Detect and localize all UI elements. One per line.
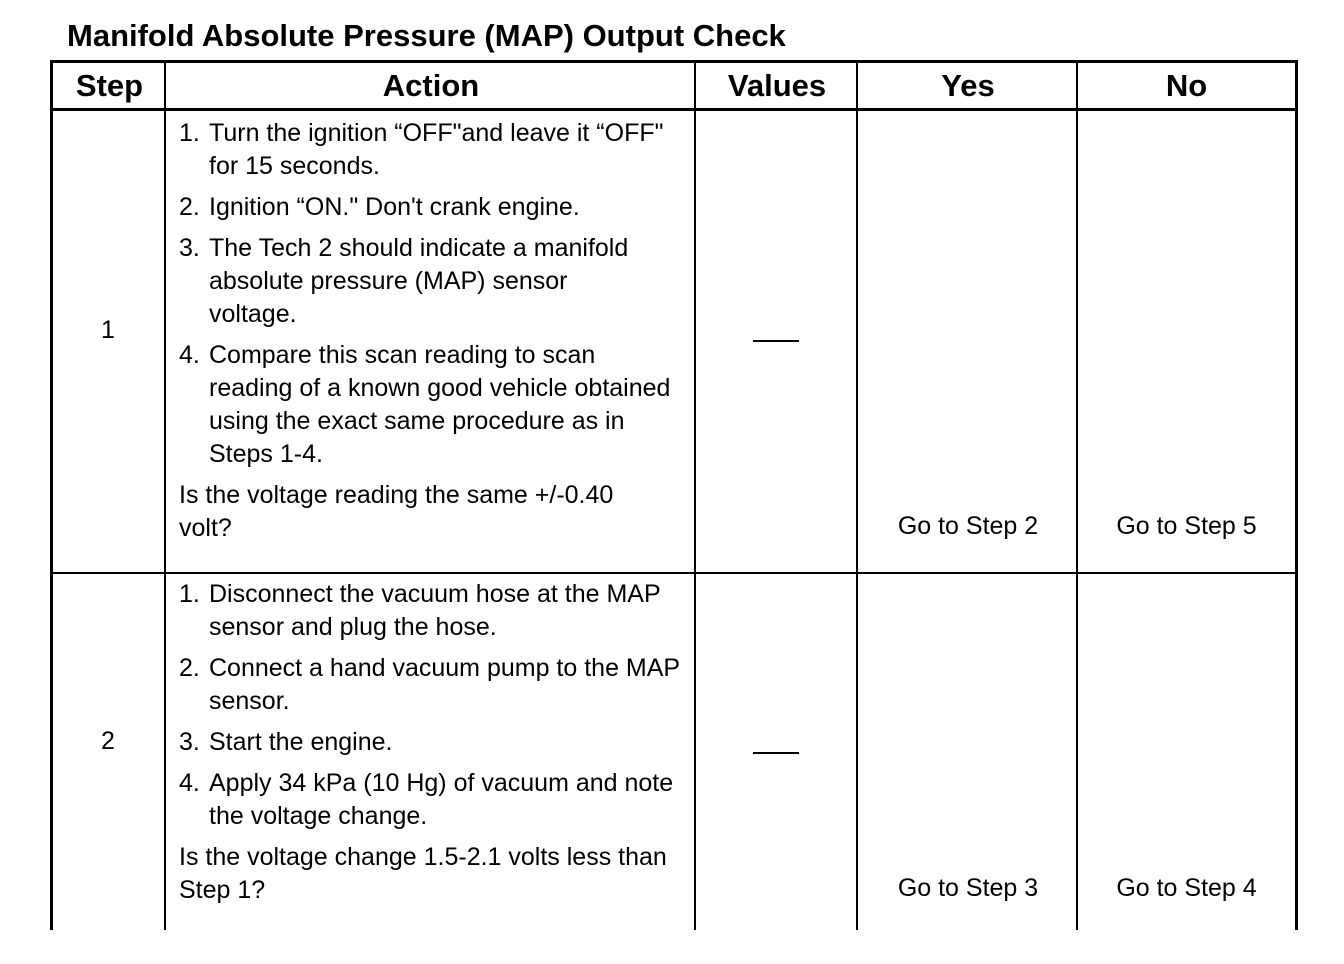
list-item bbox=[179, 652, 709, 718]
item-text: Disconnect the vacuum hose at the MAP sensor and plug the hose. bbox=[209, 580, 661, 641]
item-number: 2. bbox=[179, 654, 200, 682]
list-item bbox=[179, 339, 679, 471]
values-empty-dash bbox=[753, 752, 799, 754]
no-result: Go to Step 4 bbox=[1116, 874, 1257, 902]
question-text: Is the voltage change 1.5-2.1 volts less than Step 1? bbox=[179, 843, 667, 904]
row-divider bbox=[53, 572, 1295, 574]
column-divider bbox=[164, 63, 166, 930]
yes-result: Go to Step 3 bbox=[897, 874, 1039, 902]
item-number: 4. bbox=[179, 341, 200, 369]
list-item bbox=[179, 191, 679, 224]
header-action: Action bbox=[166, 63, 696, 111]
list-item bbox=[179, 578, 689, 644]
header-values: Values bbox=[696, 63, 858, 111]
column-divider bbox=[1076, 63, 1078, 930]
step-number: 1 bbox=[101, 316, 115, 344]
values-empty-dash bbox=[753, 340, 799, 342]
item-text: Connect a hand vacuum pump to the MAP sensor. bbox=[209, 654, 680, 715]
item-number: 2. bbox=[179, 193, 200, 221]
item-number: 3. bbox=[179, 728, 200, 756]
step-number: 2 bbox=[101, 727, 115, 755]
action-list bbox=[179, 578, 679, 833]
header-step: Step bbox=[53, 63, 166, 111]
list-item bbox=[179, 726, 679, 759]
column-divider bbox=[856, 63, 858, 930]
item-number: 1. bbox=[179, 119, 200, 147]
action-cell bbox=[179, 117, 679, 545]
item-number: 4. bbox=[179, 769, 200, 797]
page-title: Manifold Absolute Pressure (MAP) Output Check bbox=[67, 18, 786, 53]
item-number: 1. bbox=[179, 580, 200, 608]
item-text: Start the engine. bbox=[209, 728, 393, 756]
list-item bbox=[179, 117, 679, 183]
action-cell bbox=[179, 578, 679, 907]
item-text: The Tech 2 should indicate a manifold absolute pressure (MAP) sensor voltage. bbox=[209, 234, 629, 328]
item-text: Compare this scan reading to scan reading of a known good vehicle obtained using the exact same procedure as in Steps 1-4. bbox=[209, 341, 671, 468]
no-result: Go to Step 5 bbox=[1116, 512, 1257, 540]
action-list bbox=[179, 117, 679, 471]
diagnostic-table bbox=[50, 60, 1298, 930]
question-text: Is the voltage reading the same +/-0.40 volt? bbox=[179, 481, 614, 542]
yes-result: Go to Step 2 bbox=[897, 512, 1039, 540]
item-text: Ignition “ON." Don't crank engine. bbox=[209, 193, 580, 221]
header-yes: Yes bbox=[858, 63, 1078, 111]
item-number: 3. bbox=[179, 234, 200, 262]
list-item bbox=[179, 767, 709, 833]
item-text: Apply 34 kPa (10 Hg) of vacuum and note the voltage change. bbox=[209, 769, 674, 830]
header-no: No bbox=[1078, 63, 1295, 111]
item-text: Turn the ignition “OFF"and leave it “OFF" for 15 seconds. bbox=[209, 119, 664, 180]
list-item bbox=[179, 232, 649, 331]
